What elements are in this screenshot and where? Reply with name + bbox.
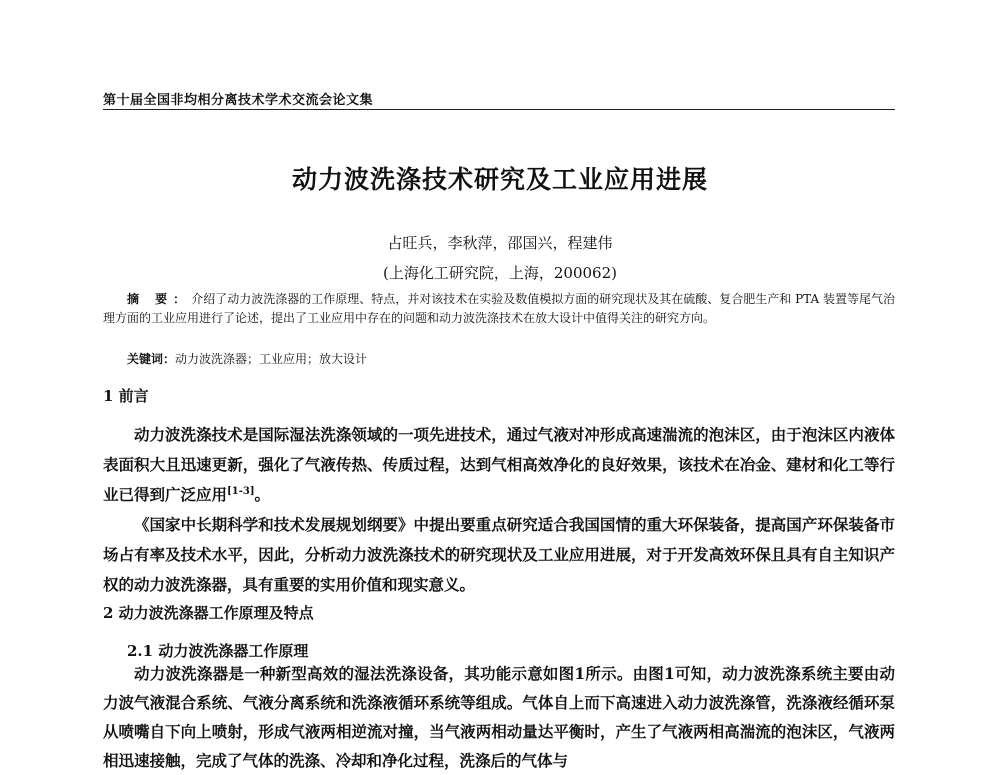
abstract-label: 摘 要： (127, 292, 192, 306)
keywords-label: 关键词： (127, 352, 176, 366)
intro-paragraph-1-text: 动力波洗涤技术是国际湿法洗涤领域的一项先进技术，通过气液对冲形成高速湍流的泡沫区，由于泡沫区内液体表面积大且迅速更新，强化了气液传热、传质过程，达到气相高效净化的良好效果，该技术在冶金、建材和化工等行业已得到广泛应用 (103, 425, 895, 504)
principle-paragraph: 动力波洗涤器是一种新型高效的湿法洗涤设备，其功能示意如图1所示。由图1可知，动力波洗涤系统主要由动力波气液混合系统、气液分离系统和洗涤液循环系统等组成。气体自上而下高速进入动力波洗涤管，洗涤液经循环泵从喷嘴自下向上喷射，形成气液两相逆流对撞，当气液两相动量达平衡时，产生了气液两相高湍流的泡沫区，气液两相迅速接触，完成了气体的洗涤、冷却和净化过程，洗涤后的气体与 (103, 664, 895, 770)
subsection-heading-2-1: 2.1 动力波洗涤器工作原理 (127, 642, 309, 660)
running-head: 第十届全国非均相分离技术学术交流会论文集 (103, 93, 374, 108)
intro-paragraph-1 (103, 420, 895, 510)
paper-title: 动力波洗涤技术研究及工业应用进展 (291, 165, 708, 194)
section-heading-2: 2 动力波洗涤器工作原理及特点 (103, 604, 314, 622)
citation-ref: [1-3] (227, 485, 255, 497)
intro-paragraph-1-end: 。 (254, 485, 271, 504)
affiliation: (上海化工研究院，上海，200062) (383, 264, 617, 282)
section-heading-1: 1 前言 (103, 387, 149, 405)
author-list: 占旺兵，李秋萍，邵国兴，程建伟 (387, 234, 613, 252)
abstract-text: 介绍了动力波洗涤器的工作原理、特点，并对该技术在实验及数值模拟方面的研究现状及其在硫酸、复合肥生产和 PTA 装置等尾气治理方面的工业应用进行了论述，提出了工业应用中存在的问题和动力波洗涤技术在放大设计中值得关注的研究方向。 (103, 292, 895, 325)
header-rule (103, 109, 895, 110)
abstract (103, 290, 895, 328)
keywords (127, 350, 367, 367)
intro-paragraph-2: 《国家中长期科学和技术发展规划纲要》中提出要重点研究适合我国国情的重大环保装备，提高国产环保装备市场占有率及技术水平，因此，分析动力波洗涤技术的研究现状及工业应用进展，对于开发高效环保且具有自主知识产权的动力波洗涤器，具有重要的实用价值和现实意义。 (103, 515, 895, 594)
keywords-text: 动力波洗涤器；工业应用；放大设计 (175, 352, 368, 366)
